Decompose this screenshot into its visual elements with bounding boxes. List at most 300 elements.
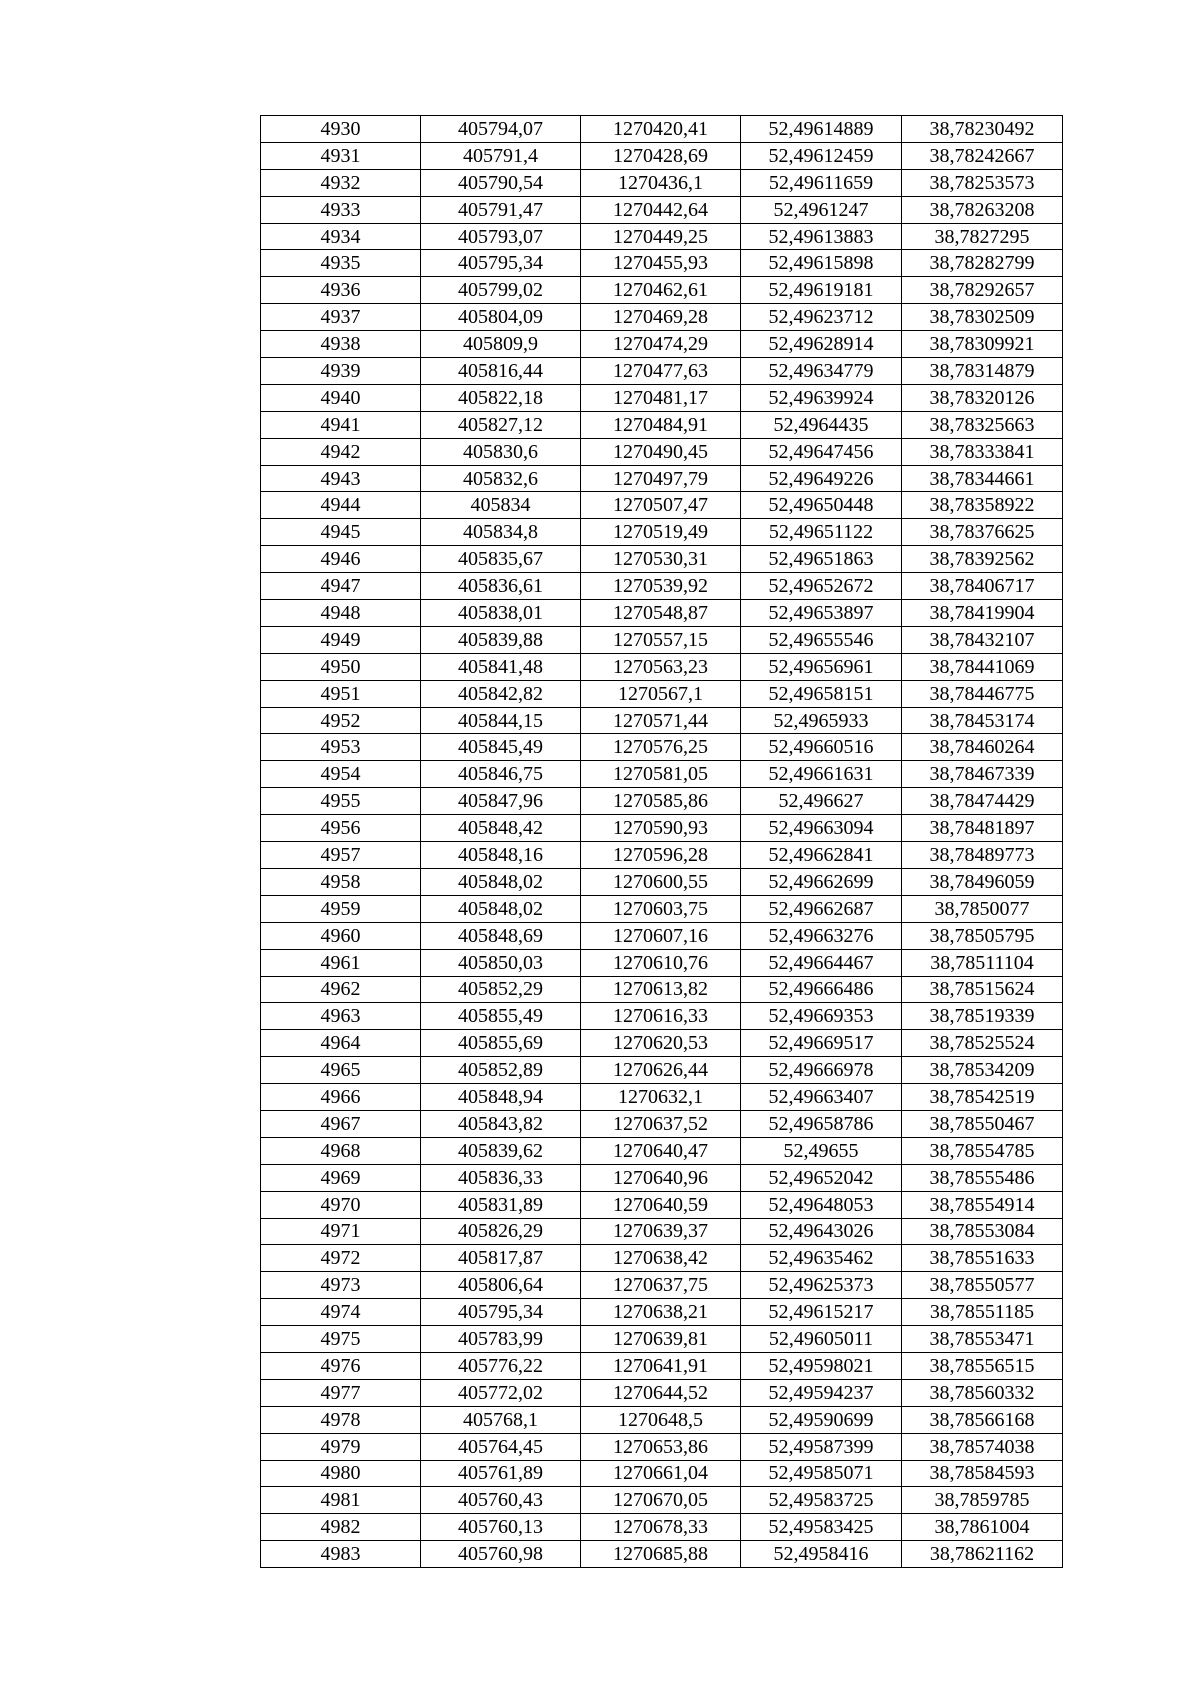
- x-coordinate-cell: 405809,9: [421, 331, 581, 358]
- latitude-cell: 52,49666978: [741, 1057, 902, 1084]
- x-coordinate-cell: 405826,29: [421, 1218, 581, 1245]
- x-coordinate-cell: 405845,49: [421, 734, 581, 761]
- table-row: [261, 546, 1063, 573]
- point-number-cell: 4973: [261, 1272, 421, 1299]
- latitude-cell: 52,49639924: [741, 384, 902, 411]
- latitude-cell: 52,49663094: [741, 815, 902, 842]
- point-number-cell: 4937: [261, 304, 421, 331]
- x-coordinate-cell: 405832,6: [421, 465, 581, 492]
- y-coordinate-cell: 1270653,86: [581, 1433, 741, 1460]
- latitude-cell: 52,49669517: [741, 1030, 902, 1057]
- point-number-cell: 4956: [261, 815, 421, 842]
- y-coordinate-cell: 1270638,42: [581, 1245, 741, 1272]
- x-coordinate-cell: 405848,69: [421, 922, 581, 949]
- table-row: [261, 922, 1063, 949]
- x-coordinate-cell: 405848,94: [421, 1084, 581, 1111]
- point-number-cell: 4958: [261, 868, 421, 895]
- longitude-cell: 38,78556515: [902, 1352, 1063, 1379]
- latitude-cell: 52,4961247: [741, 196, 902, 223]
- table-row: [261, 1057, 1063, 1084]
- latitude-cell: 52,49666486: [741, 976, 902, 1003]
- point-number-cell: 4939: [261, 358, 421, 385]
- y-coordinate-cell: 1270639,81: [581, 1326, 741, 1353]
- longitude-cell: 38,78242667: [902, 142, 1063, 169]
- x-coordinate-cell: 405855,49: [421, 1003, 581, 1030]
- y-coordinate-cell: 1270548,87: [581, 600, 741, 627]
- table-row: [261, 868, 1063, 895]
- latitude-cell: 52,49653897: [741, 600, 902, 627]
- longitude-cell: 38,78574038: [902, 1433, 1063, 1460]
- table-row: [261, 277, 1063, 304]
- longitude-cell: 38,78554785: [902, 1137, 1063, 1164]
- table-row: [261, 250, 1063, 277]
- longitude-cell: 38,78505795: [902, 922, 1063, 949]
- table-row: [261, 626, 1063, 653]
- y-coordinate-cell: 1270567,1: [581, 680, 741, 707]
- table-row: [261, 949, 1063, 976]
- latitude-cell: 52,49635462: [741, 1245, 902, 1272]
- point-number-cell: 4945: [261, 519, 421, 546]
- y-coordinate-cell: 1270455,93: [581, 250, 741, 277]
- y-coordinate-cell: 1270620,53: [581, 1030, 741, 1057]
- point-number-cell: 4974: [261, 1299, 421, 1326]
- point-number-cell: 4967: [261, 1110, 421, 1137]
- longitude-cell: 38,78496059: [902, 868, 1063, 895]
- longitude-cell: 38,78441069: [902, 653, 1063, 680]
- point-number-cell: 4948: [261, 600, 421, 627]
- table-row: [261, 707, 1063, 734]
- table-row: [261, 1191, 1063, 1218]
- point-number-cell: 4938: [261, 331, 421, 358]
- x-coordinate-cell: 405839,62: [421, 1137, 581, 1164]
- y-coordinate-cell: 1270640,96: [581, 1164, 741, 1191]
- y-coordinate-cell: 1270607,16: [581, 922, 741, 949]
- y-coordinate-cell: 1270469,28: [581, 304, 741, 331]
- latitude-cell: 52,4964435: [741, 411, 902, 438]
- longitude-cell: 38,78553471: [902, 1326, 1063, 1353]
- y-coordinate-cell: 1270648,5: [581, 1406, 741, 1433]
- point-number-cell: 4934: [261, 223, 421, 250]
- x-coordinate-cell: 405783,99: [421, 1326, 581, 1353]
- latitude-cell: 52,49660516: [741, 734, 902, 761]
- latitude-cell: 52,49612459: [741, 142, 902, 169]
- table-row: [261, 1245, 1063, 1272]
- point-number-cell: 4966: [261, 1084, 421, 1111]
- table-row: [261, 492, 1063, 519]
- longitude-cell: 38,78534209: [902, 1057, 1063, 1084]
- longitude-cell: 38,7850077: [902, 895, 1063, 922]
- longitude-cell: 38,78542519: [902, 1084, 1063, 1111]
- x-coordinate-cell: 405795,34: [421, 1299, 581, 1326]
- latitude-cell: 52,49613883: [741, 223, 902, 250]
- x-coordinate-cell: 405848,02: [421, 868, 581, 895]
- y-coordinate-cell: 1270497,79: [581, 465, 741, 492]
- y-coordinate-cell: 1270576,25: [581, 734, 741, 761]
- table-row: [261, 331, 1063, 358]
- table-row: [261, 734, 1063, 761]
- table-row: [261, 653, 1063, 680]
- y-coordinate-cell: 1270474,29: [581, 331, 741, 358]
- point-number-cell: 4981: [261, 1487, 421, 1514]
- table-row: [261, 1541, 1063, 1568]
- x-coordinate-cell: 405793,07: [421, 223, 581, 250]
- x-coordinate-cell: 405794,07: [421, 116, 581, 143]
- x-coordinate-cell: 405842,82: [421, 680, 581, 707]
- x-coordinate-cell: 405836,33: [421, 1164, 581, 1191]
- y-coordinate-cell: 1270477,63: [581, 358, 741, 385]
- latitude-cell: 52,49605011: [741, 1326, 902, 1353]
- longitude-cell: 38,78292657: [902, 277, 1063, 304]
- longitude-cell: 38,78392562: [902, 546, 1063, 573]
- table-row: [261, 1326, 1063, 1353]
- y-coordinate-cell: 1270670,05: [581, 1487, 741, 1514]
- x-coordinate-cell: 405791,4: [421, 142, 581, 169]
- table-row: [261, 1352, 1063, 1379]
- y-coordinate-cell: 1270637,52: [581, 1110, 741, 1137]
- latitude-cell: 52,49648053: [741, 1191, 902, 1218]
- y-coordinate-cell: 1270644,52: [581, 1379, 741, 1406]
- longitude-cell: 38,78584593: [902, 1460, 1063, 1487]
- y-coordinate-cell: 1270596,28: [581, 842, 741, 869]
- x-coordinate-cell: 405843,82: [421, 1110, 581, 1137]
- y-coordinate-cell: 1270685,88: [581, 1541, 741, 1568]
- latitude-cell: 52,49662841: [741, 842, 902, 869]
- x-coordinate-cell: 405836,61: [421, 573, 581, 600]
- x-coordinate-cell: 405831,89: [421, 1191, 581, 1218]
- table-row: [261, 1003, 1063, 1030]
- table-row: [261, 116, 1063, 143]
- latitude-cell: 52,49651863: [741, 546, 902, 573]
- x-coordinate-cell: 405817,87: [421, 1245, 581, 1272]
- point-number-cell: 4982: [261, 1514, 421, 1541]
- table-row: [261, 788, 1063, 815]
- longitude-cell: 38,7859785: [902, 1487, 1063, 1514]
- longitude-cell: 38,78253573: [902, 169, 1063, 196]
- longitude-cell: 38,78525524: [902, 1030, 1063, 1057]
- point-number-cell: 4980: [261, 1460, 421, 1487]
- latitude-cell: 52,496627: [741, 788, 902, 815]
- point-number-cell: 4930: [261, 116, 421, 143]
- longitude-cell: 38,78282799: [902, 250, 1063, 277]
- latitude-cell: 52,49628914: [741, 331, 902, 358]
- y-coordinate-cell: 1270640,59: [581, 1191, 741, 1218]
- table-row: [261, 573, 1063, 600]
- y-coordinate-cell: 1270616,33: [581, 1003, 741, 1030]
- point-number-cell: 4941: [261, 411, 421, 438]
- latitude-cell: 52,49611659: [741, 169, 902, 196]
- point-number-cell: 4951: [261, 680, 421, 707]
- table-row: [261, 1030, 1063, 1057]
- x-coordinate-cell: 405846,75: [421, 761, 581, 788]
- y-coordinate-cell: 1270610,76: [581, 949, 741, 976]
- x-coordinate-cell: 405847,96: [421, 788, 581, 815]
- y-coordinate-cell: 1270585,86: [581, 788, 741, 815]
- y-coordinate-cell: 1270678,33: [581, 1514, 741, 1541]
- y-coordinate-cell: 1270462,61: [581, 277, 741, 304]
- table-row: [261, 1433, 1063, 1460]
- y-coordinate-cell: 1270539,92: [581, 573, 741, 600]
- x-coordinate-cell: 405827,12: [421, 411, 581, 438]
- y-coordinate-cell: 1270481,17: [581, 384, 741, 411]
- x-coordinate-cell: 405834: [421, 492, 581, 519]
- x-coordinate-cell: 405761,89: [421, 1460, 581, 1487]
- table-row: [261, 142, 1063, 169]
- point-number-cell: 4960: [261, 922, 421, 949]
- longitude-cell: 38,78320126: [902, 384, 1063, 411]
- longitude-cell: 38,78515624: [902, 976, 1063, 1003]
- latitude-cell: 52,49650448: [741, 492, 902, 519]
- latitude-cell: 52,49669353: [741, 1003, 902, 1030]
- y-coordinate-cell: 1270490,45: [581, 438, 741, 465]
- point-number-cell: 4944: [261, 492, 421, 519]
- table-row: [261, 169, 1063, 196]
- point-number-cell: 4955: [261, 788, 421, 815]
- x-coordinate-cell: 405848,42: [421, 815, 581, 842]
- point-number-cell: 4942: [261, 438, 421, 465]
- latitude-cell: 52,49643026: [741, 1218, 902, 1245]
- y-coordinate-cell: 1270637,75: [581, 1272, 741, 1299]
- longitude-cell: 38,78333841: [902, 438, 1063, 465]
- point-number-cell: 4971: [261, 1218, 421, 1245]
- longitude-cell: 38,78560332: [902, 1379, 1063, 1406]
- point-number-cell: 4962: [261, 976, 421, 1003]
- longitude-cell: 38,78309921: [902, 331, 1063, 358]
- longitude-cell: 38,78621162: [902, 1541, 1063, 1568]
- point-number-cell: 4968: [261, 1137, 421, 1164]
- y-coordinate-cell: 1270571,44: [581, 707, 741, 734]
- point-number-cell: 4933: [261, 196, 421, 223]
- coordinates-table: [260, 115, 1063, 1568]
- longitude-cell: 38,78432107: [902, 626, 1063, 653]
- point-number-cell: 4953: [261, 734, 421, 761]
- latitude-cell: 52,49647456: [741, 438, 902, 465]
- x-coordinate-cell: 405795,34: [421, 250, 581, 277]
- point-number-cell: 4959: [261, 895, 421, 922]
- table-row: [261, 842, 1063, 869]
- point-number-cell: 4979: [261, 1433, 421, 1460]
- table-row: [261, 815, 1063, 842]
- point-number-cell: 4931: [261, 142, 421, 169]
- coordinates-table-body: [261, 116, 1063, 1568]
- longitude-cell: 38,78474429: [902, 788, 1063, 815]
- longitude-cell: 38,78554914: [902, 1191, 1063, 1218]
- y-coordinate-cell: 1270530,31: [581, 546, 741, 573]
- y-coordinate-cell: 1270442,64: [581, 196, 741, 223]
- point-number-cell: 4954: [261, 761, 421, 788]
- latitude-cell: 52,49619181: [741, 277, 902, 304]
- longitude-cell: 38,78467339: [902, 761, 1063, 788]
- latitude-cell: 52,49655: [741, 1137, 902, 1164]
- table-row: [261, 1379, 1063, 1406]
- point-number-cell: 4946: [261, 546, 421, 573]
- longitude-cell: 38,78460264: [902, 734, 1063, 761]
- y-coordinate-cell: 1270420,41: [581, 116, 741, 143]
- longitude-cell: 38,78489773: [902, 842, 1063, 869]
- point-number-cell: 4978: [261, 1406, 421, 1433]
- latitude-cell: 52,49615898: [741, 250, 902, 277]
- longitude-cell: 38,78550577: [902, 1272, 1063, 1299]
- table-row: [261, 1514, 1063, 1541]
- y-coordinate-cell: 1270557,15: [581, 626, 741, 653]
- latitude-cell: 52,49614889: [741, 116, 902, 143]
- point-number-cell: 4964: [261, 1030, 421, 1057]
- table-row: [261, 680, 1063, 707]
- table-row: [261, 1460, 1063, 1487]
- point-number-cell: 4983: [261, 1541, 421, 1568]
- x-coordinate-cell: 405852,89: [421, 1057, 581, 1084]
- longitude-cell: 38,78550467: [902, 1110, 1063, 1137]
- x-coordinate-cell: 405804,09: [421, 304, 581, 331]
- longitude-cell: 38,78519339: [902, 1003, 1063, 1030]
- x-coordinate-cell: 405834,8: [421, 519, 581, 546]
- point-number-cell: 4957: [261, 842, 421, 869]
- table-row: [261, 411, 1063, 438]
- table-row: [261, 1084, 1063, 1111]
- x-coordinate-cell: 405822,18: [421, 384, 581, 411]
- x-coordinate-cell: 405830,6: [421, 438, 581, 465]
- longitude-cell: 38,78551633: [902, 1245, 1063, 1272]
- x-coordinate-cell: 405790,54: [421, 169, 581, 196]
- x-coordinate-cell: 405806,64: [421, 1272, 581, 1299]
- point-number-cell: 4949: [261, 626, 421, 653]
- y-coordinate-cell: 1270563,23: [581, 653, 741, 680]
- x-coordinate-cell: 405760,43: [421, 1487, 581, 1514]
- y-coordinate-cell: 1270428,69: [581, 142, 741, 169]
- table-row: [261, 196, 1063, 223]
- longitude-cell: 38,78406717: [902, 573, 1063, 600]
- x-coordinate-cell: 405816,44: [421, 358, 581, 385]
- point-number-cell: 4975: [261, 1326, 421, 1353]
- x-coordinate-cell: 405852,29: [421, 976, 581, 1003]
- longitude-cell: 38,7861004: [902, 1514, 1063, 1541]
- point-number-cell: 4943: [261, 465, 421, 492]
- table-row: [261, 1137, 1063, 1164]
- point-number-cell: 4965: [261, 1057, 421, 1084]
- table-row: [261, 438, 1063, 465]
- latitude-cell: 52,49658151: [741, 680, 902, 707]
- latitude-cell: 52,49583725: [741, 1487, 902, 1514]
- point-number-cell: 4932: [261, 169, 421, 196]
- table-row: [261, 600, 1063, 627]
- latitude-cell: 52,49594237: [741, 1379, 902, 1406]
- table-row: [261, 1406, 1063, 1433]
- longitude-cell: 38,78263208: [902, 196, 1063, 223]
- longitude-cell: 38,78314879: [902, 358, 1063, 385]
- latitude-cell: 52,49587399: [741, 1433, 902, 1460]
- latitude-cell: 52,49658786: [741, 1110, 902, 1137]
- longitude-cell: 38,78481897: [902, 815, 1063, 842]
- latitude-cell: 52,49652042: [741, 1164, 902, 1191]
- table-row: [261, 519, 1063, 546]
- table-row: [261, 465, 1063, 492]
- table-row: [261, 1487, 1063, 1514]
- point-number-cell: 4950: [261, 653, 421, 680]
- table-row: [261, 895, 1063, 922]
- longitude-cell: 38,78453174: [902, 707, 1063, 734]
- x-coordinate-cell: 405768,1: [421, 1406, 581, 1433]
- longitude-cell: 38,78553084: [902, 1218, 1063, 1245]
- table-row: [261, 761, 1063, 788]
- y-coordinate-cell: 1270638,21: [581, 1299, 741, 1326]
- latitude-cell: 52,49655546: [741, 626, 902, 653]
- point-number-cell: 4936: [261, 277, 421, 304]
- point-number-cell: 4947: [261, 573, 421, 600]
- point-number-cell: 4935: [261, 250, 421, 277]
- x-coordinate-cell: 405799,02: [421, 277, 581, 304]
- point-number-cell: 4970: [261, 1191, 421, 1218]
- latitude-cell: 52,49662687: [741, 895, 902, 922]
- x-coordinate-cell: 405835,67: [421, 546, 581, 573]
- x-coordinate-cell: 405848,16: [421, 842, 581, 869]
- y-coordinate-cell: 1270603,75: [581, 895, 741, 922]
- latitude-cell: 52,49590699: [741, 1406, 902, 1433]
- x-coordinate-cell: 405760,98: [421, 1541, 581, 1568]
- table-row: [261, 1299, 1063, 1326]
- longitude-cell: 38,78566168: [902, 1406, 1063, 1433]
- x-coordinate-cell: 405772,02: [421, 1379, 581, 1406]
- longitude-cell: 38,78344661: [902, 465, 1063, 492]
- latitude-cell: 52,49656961: [741, 653, 902, 680]
- longitude-cell: 38,78551185: [902, 1299, 1063, 1326]
- latitude-cell: 52,49615217: [741, 1299, 902, 1326]
- longitude-cell: 38,78376625: [902, 519, 1063, 546]
- table-row: [261, 1110, 1063, 1137]
- table-row: [261, 1272, 1063, 1299]
- y-coordinate-cell: 1270507,47: [581, 492, 741, 519]
- longitude-cell: 38,78230492: [902, 116, 1063, 143]
- latitude-cell: 52,49664467: [741, 949, 902, 976]
- y-coordinate-cell: 1270632,1: [581, 1084, 741, 1111]
- latitude-cell: 52,4958416: [741, 1541, 902, 1568]
- longitude-cell: 38,78358922: [902, 492, 1063, 519]
- table-row: [261, 358, 1063, 385]
- point-number-cell: 4976: [261, 1352, 421, 1379]
- y-coordinate-cell: 1270436,1: [581, 169, 741, 196]
- latitude-cell: 52,49649226: [741, 465, 902, 492]
- y-coordinate-cell: 1270639,37: [581, 1218, 741, 1245]
- y-coordinate-cell: 1270484,91: [581, 411, 741, 438]
- latitude-cell: 52,49583425: [741, 1514, 902, 1541]
- y-coordinate-cell: 1270626,44: [581, 1057, 741, 1084]
- x-coordinate-cell: 405764,45: [421, 1433, 581, 1460]
- y-coordinate-cell: 1270581,05: [581, 761, 741, 788]
- x-coordinate-cell: 405839,88: [421, 626, 581, 653]
- latitude-cell: 52,49662699: [741, 868, 902, 895]
- table-row: [261, 304, 1063, 331]
- latitude-cell: 52,49623712: [741, 304, 902, 331]
- latitude-cell: 52,49625373: [741, 1272, 902, 1299]
- point-number-cell: 4961: [261, 949, 421, 976]
- x-coordinate-cell: 405850,03: [421, 949, 581, 976]
- longitude-cell: 38,7827295: [902, 223, 1063, 250]
- latitude-cell: 52,49598021: [741, 1352, 902, 1379]
- y-coordinate-cell: 1270590,93: [581, 815, 741, 842]
- y-coordinate-cell: 1270613,82: [581, 976, 741, 1003]
- x-coordinate-cell: 405844,15: [421, 707, 581, 734]
- longitude-cell: 38,78419904: [902, 600, 1063, 627]
- latitude-cell: 52,49661631: [741, 761, 902, 788]
- latitude-cell: 52,4965933: [741, 707, 902, 734]
- latitude-cell: 52,49634779: [741, 358, 902, 385]
- point-number-cell: 4977: [261, 1379, 421, 1406]
- x-coordinate-cell: 405776,22: [421, 1352, 581, 1379]
- table-row: [261, 384, 1063, 411]
- x-coordinate-cell: 405791,47: [421, 196, 581, 223]
- y-coordinate-cell: 1270640,47: [581, 1137, 741, 1164]
- longitude-cell: 38,78446775: [902, 680, 1063, 707]
- longitude-cell: 38,78325663: [902, 411, 1063, 438]
- y-coordinate-cell: 1270600,55: [581, 868, 741, 895]
